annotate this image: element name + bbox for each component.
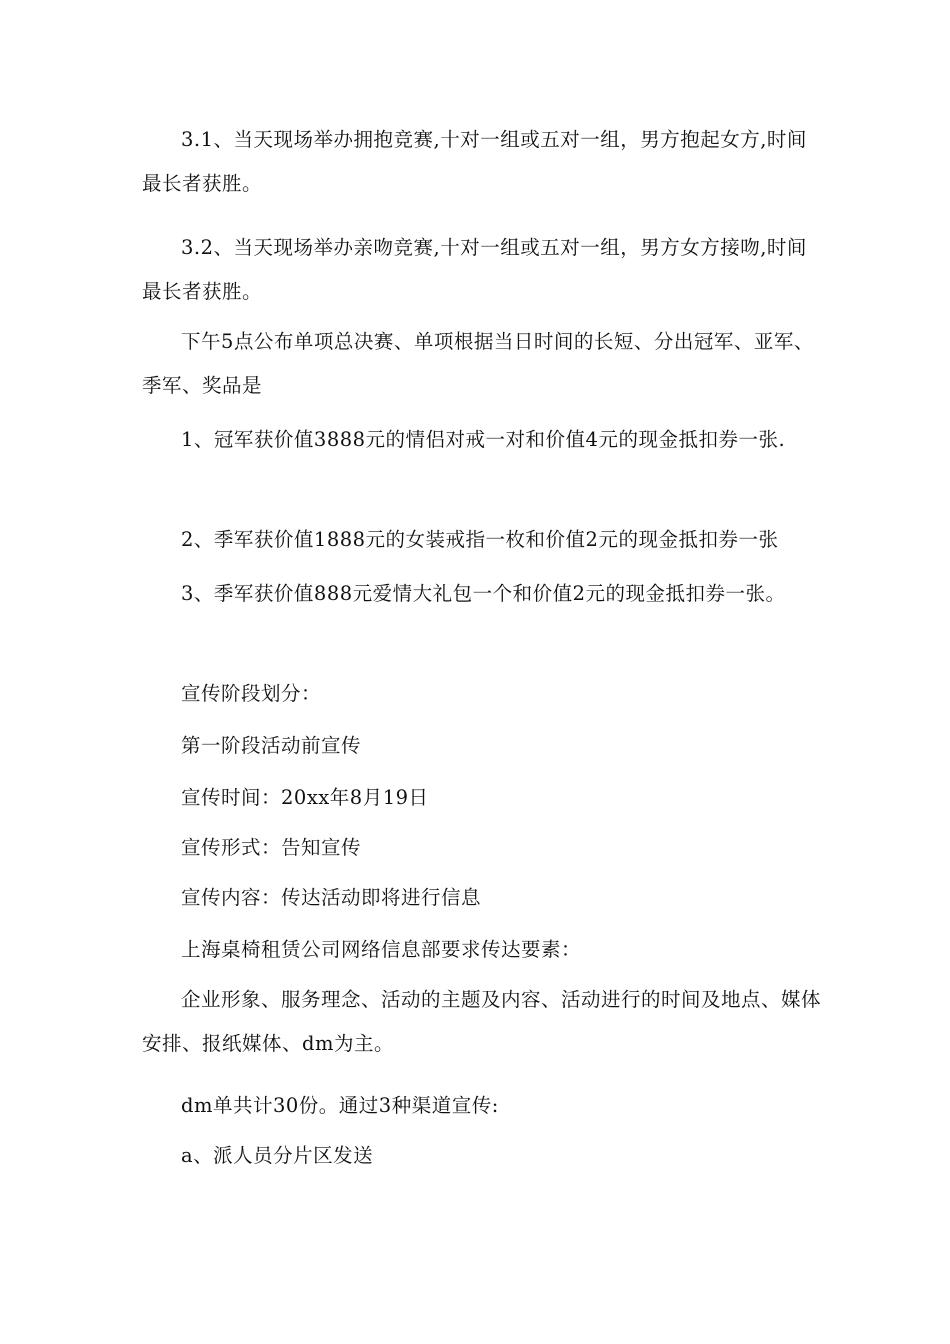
paragraph-promo-time: 宣传时间：20xx年8月19日 [181,786,429,809]
paragraph-requirements: 上海桌椅租赁公司网络信息部要求传达要素： [181,938,582,961]
paragraph-final-results: 下午5点公布单项总决赛、单项根据当日时间的长短、分出冠军、亚军、季军、奖品是 [142,330,814,397]
paragraph-promo-content: 宣传内容：传达活动即将进行信息 [181,886,482,909]
paragraph-channel-a: a、派人员分片区发送 [181,1144,374,1167]
paragraph-stage-one: 第一阶段活动前宣传 [181,734,362,757]
paragraph-prize-first: 1、冠军获价值3888元的情侣对戒一对和价值4元的现金抵扣券一张. [181,428,786,451]
paragraph-prize-third: 3、季军获价值888元爱情大礼包一个和价值2元的现金抵扣券一张。 [181,582,786,605]
paragraph-hug-contest: 3.1、当天现场举办拥抱竞赛,十对一组或五对一组，男方抱起女方,时间最长者获胜。 [142,128,807,195]
paragraph-kiss-contest: 3.2、当天现场举办亲吻竞赛,十对一组或五对一组，男方女方接吻,时间最长者获胜。 [142,236,807,303]
paragraph-dm-count: dm单共计30份。通过3种渠道宣传: [181,1094,499,1117]
paragraph-prize-second: 2、季军获价值1888元的女装戒指一枚和价值2元的现金抵扣券一张 [181,528,779,551]
paragraph-promo-form: 宣传形式：告知宣传 [181,836,362,859]
paragraph-promo-stages: 宣传阶段划分： [181,682,322,705]
paragraph-elements: 企业形象、服务理念、活动的主题及内容、活动进行的时间及地点、媒体安排、报纸媒体、dm为主。 [142,988,822,1055]
